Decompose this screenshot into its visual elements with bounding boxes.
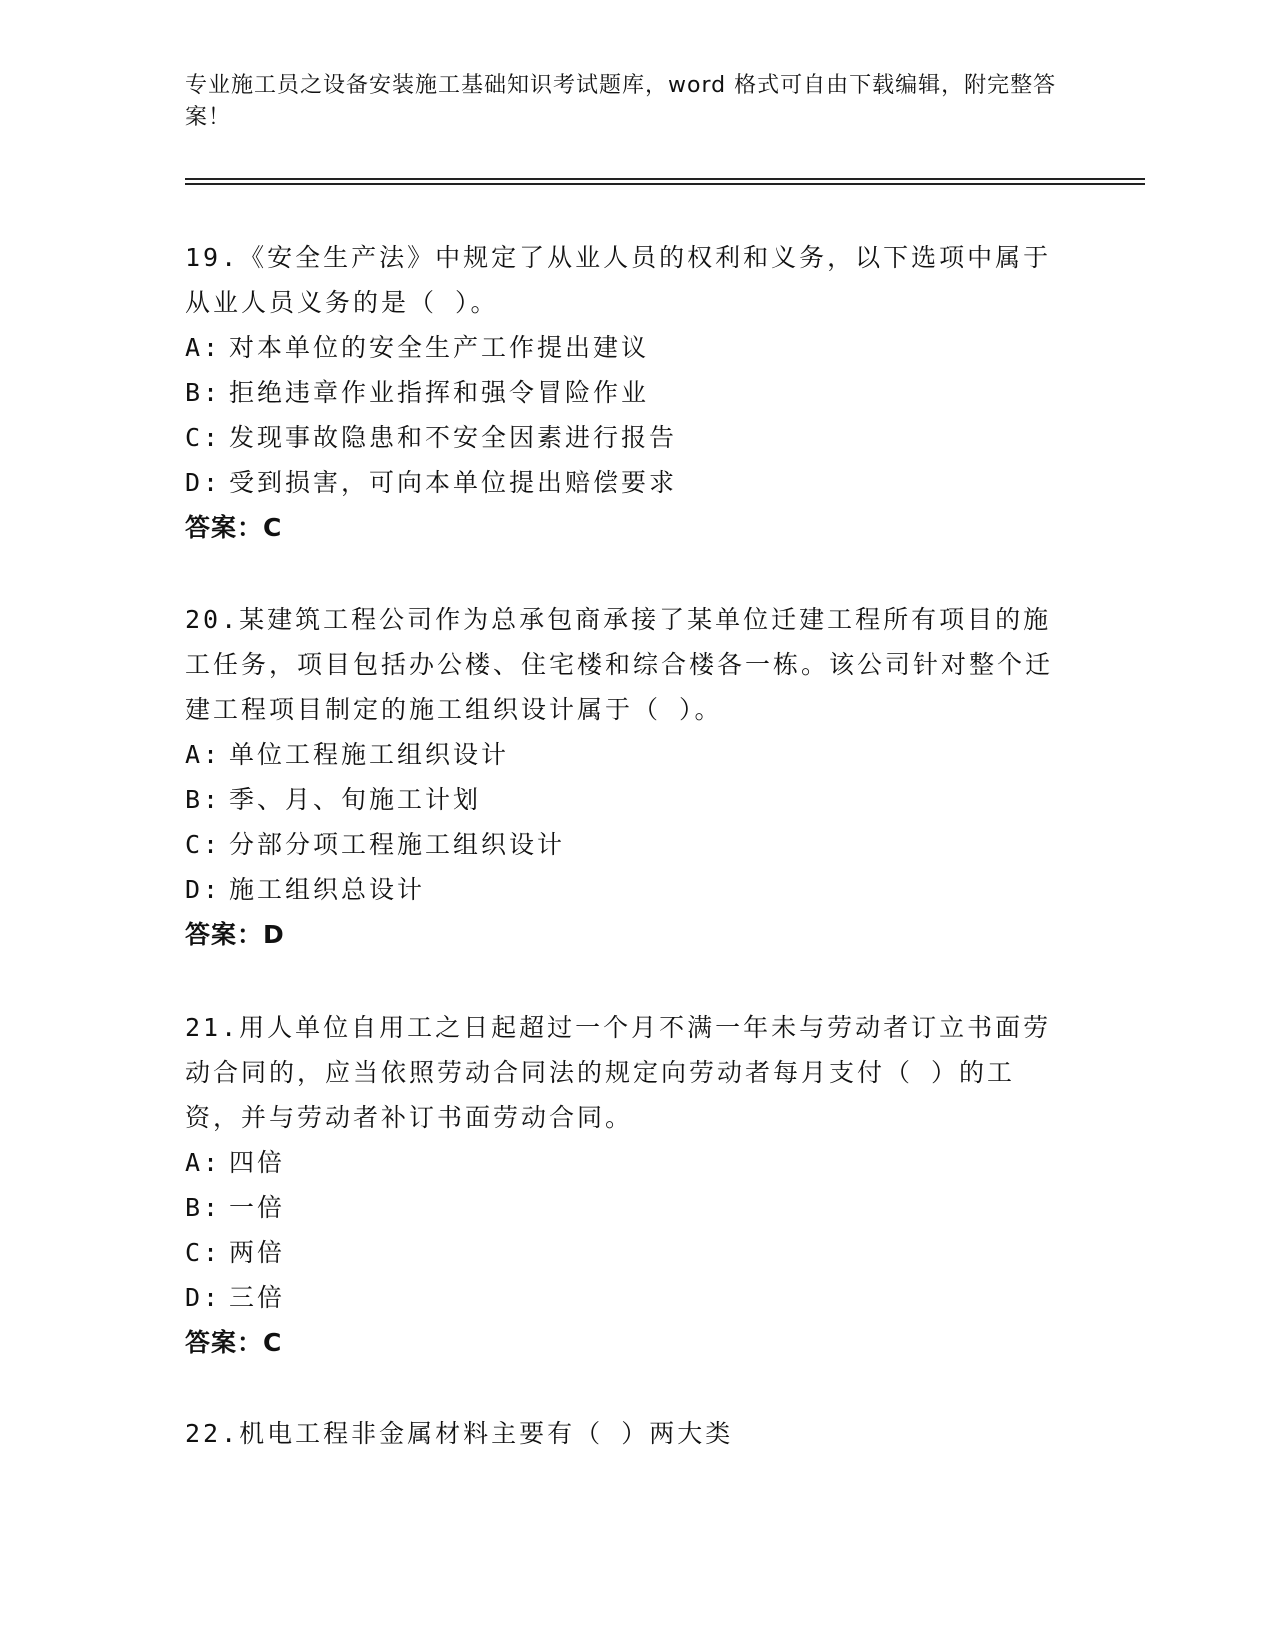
question-19 (185, 235, 1065, 550)
document-header: 专业施工员之设备安装施工基础知识考试题库，word 格式可自由下载编辑，附完整答案！ (185, 73, 1057, 130)
option-text: 单位工程施工组织设计 (229, 740, 510, 769)
option-letter: A: (185, 1148, 222, 1177)
option-a (185, 732, 1065, 777)
question-22 (185, 1411, 1065, 1456)
option-b (185, 777, 1065, 822)
option-d (185, 460, 1065, 505)
option-c (185, 415, 1065, 460)
option-letter: B: (185, 378, 222, 407)
header-divider-top (185, 178, 1145, 180)
option-text: 拒绝违章作业指挥和强令冒险作业 (229, 378, 650, 407)
option-c (185, 822, 1065, 867)
answer-line: 答案：D (185, 920, 285, 949)
option-a (185, 1140, 1065, 1185)
option-text: 两倍 (229, 1238, 286, 1267)
option-c (185, 1230, 1065, 1275)
header-divider-bottom (185, 183, 1145, 185)
option-text: 发现事故隐患和不安全因素进行报告 (229, 423, 678, 452)
question-20 (185, 597, 1065, 957)
option-a (185, 325, 1065, 370)
option-text: 一倍 (229, 1193, 286, 1222)
option-letter: B: (185, 1193, 222, 1222)
option-b (185, 1185, 1065, 1230)
option-letter: A: (185, 740, 222, 769)
option-letter: C: (185, 423, 222, 452)
option-letter: B: (185, 785, 222, 814)
option-text: 受到损害，可向本单位提出赔偿要求 (229, 468, 678, 497)
option-letter: C: (185, 1238, 222, 1267)
question-21 (185, 1005, 1065, 1365)
option-letter: A: (185, 333, 222, 362)
option-text: 对本单位的安全生产工作提出建议 (229, 333, 650, 362)
option-d (185, 1275, 1065, 1320)
option-text: 施工组织总设计 (229, 875, 426, 904)
option-text: 四倍 (229, 1148, 286, 1177)
option-text: 分部分项工程施工组织设计 (229, 830, 566, 859)
option-letter: D: (185, 468, 222, 497)
option-text: 季、月、旬施工计划 (229, 785, 482, 814)
question-stem: 22.机电工程非金属材料主要有（ ）两大类 (185, 1419, 734, 1448)
option-b (185, 370, 1065, 415)
option-letter: D: (185, 1283, 222, 1312)
option-d (185, 867, 1065, 912)
question-stem: 21.用人单位自用工之日起超过一个月不满一年未与劳动者订立书面劳动合同的，应当依照劳动合同法的规定向劳动者每月支付（ ）的工资，并与劳动者补订书面劳动合同。 (185, 1013, 1052, 1132)
option-letter: C: (185, 830, 222, 859)
question-stem: 19.《安全生产法》中规定了从业人员的权利和义务，以下选项中属于从业人员义务的是（ ）。 (185, 243, 1052, 317)
answer-line: 答案：C (185, 513, 283, 542)
question-stem: 20.某建筑工程公司作为总承包商承接了某单位迁建工程所有项目的施工任务，项目包括办公楼、住宅楼和综合楼各一栋。该公司针对整个迁建工程项目制定的施工组织设计属于（ ）。 (185, 605, 1054, 724)
answer-line: 答案：C (185, 1328, 283, 1357)
option-text: 三倍 (229, 1283, 286, 1312)
option-letter: D: (185, 875, 222, 904)
